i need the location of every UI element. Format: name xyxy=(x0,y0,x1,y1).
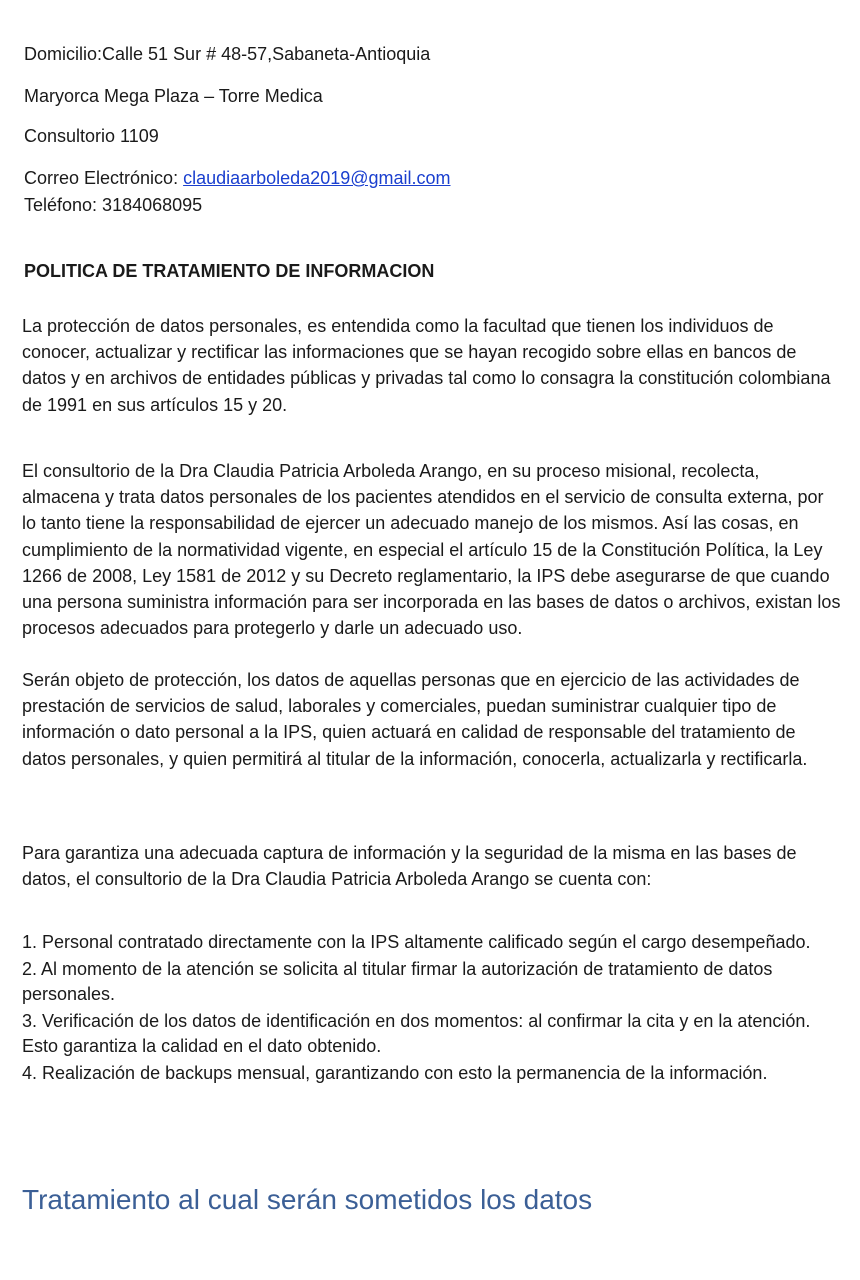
list-item: 3. Verificación de los datos de identificación en dos momentos: al confirmar la cita y en la atención. Esto garantiza la calidad en el dato obtenido. xyxy=(22,1010,811,1057)
list-item: 2. Al momento de la atención se solicita al titular firmar la autorización de tratamiento de datos personales. xyxy=(22,958,773,1005)
policy-paragraph-2a: El consultorio de la Dra Claudia Patricia Arboleda Arango, en su proceso misional, recolecta, almacena y trata datos personales de los pacientes atendidos en el servicio de consulta externa, por lo tanto tiene la responsabilidad de ejercer un adecuado manejo de los mismos. Así las cosas, en cumplimiento de la normatividad vigente, en especial el artículo 15 de la Constitución Política, la Ley 1266 de 2008, Ley 1581 de 2012 y su Decreto reglamentario, la IPS debe asegurarse de que cuando una persona suministra información para ser incorporada en las bases de datos o archivos, existan los procesos adecuados para protegerlo y darle un adecuado uso. xyxy=(22,461,841,639)
building-text: Maryorca Mega Plaza – Torre Medica xyxy=(24,86,323,106)
email-label: Correo Electrónico: xyxy=(24,168,184,188)
email-link[interactable]: claudiaarboleda2019@gmail.com xyxy=(183,168,451,188)
policy-paragraph-1: La protección de datos personales, es entendida como la facultad que tienen los individuos de conocer, actualizar y rectificar las informaciones que se hayan recogido sobre ellas en bancos de datos y en archivos de entidades públicas y privadas tal como lo consagra la constitución colombiana de 1991 en sus artículos 15 y 20. xyxy=(22,316,831,415)
policy-heading: POLITICA DE TRATAMIENTO DE INFORMACION xyxy=(24,261,435,281)
list-item: 4. Realización de backups mensual, garantizando con esto la permanencia de la información. xyxy=(22,1062,768,1083)
phone-text: Teléfono: 3184068095 xyxy=(24,195,203,215)
domicilio-text: Domicilio:Calle 51 Sur # 48-57,Sabaneta-Antioquia xyxy=(24,44,431,64)
email-line xyxy=(24,167,451,189)
measures-list xyxy=(22,930,842,1087)
policy-paragraph-3: Para garantiza una adecuada captura de información y la seguridad de la misma en las bases de datos, el consultorio de la Dra Claudia Patricia Arboleda Arango se cuenta con: xyxy=(22,843,797,890)
policy-paragraph-2b: Serán objeto de protección, los datos de aquellas personas que en ejercicio de las actividades de prestación de servicios de salud, laborales y comerciales, puedan suministrar cualquier tipo de información o dato personal a la IPS, quien actuará en calidad de responsable del tratamiento de datos personales, y quien permitirá al titular de la información, conocerla, actualizarla y rectificarla. xyxy=(22,670,808,769)
section-title: Tratamiento al cual serán sometidos los datos xyxy=(22,1184,593,1215)
office-text: Consultorio 1109 xyxy=(24,126,159,146)
list-item: 1. Personal contratado directamente con la IPS altamente calificado según el cargo desempeñado. xyxy=(22,932,811,952)
